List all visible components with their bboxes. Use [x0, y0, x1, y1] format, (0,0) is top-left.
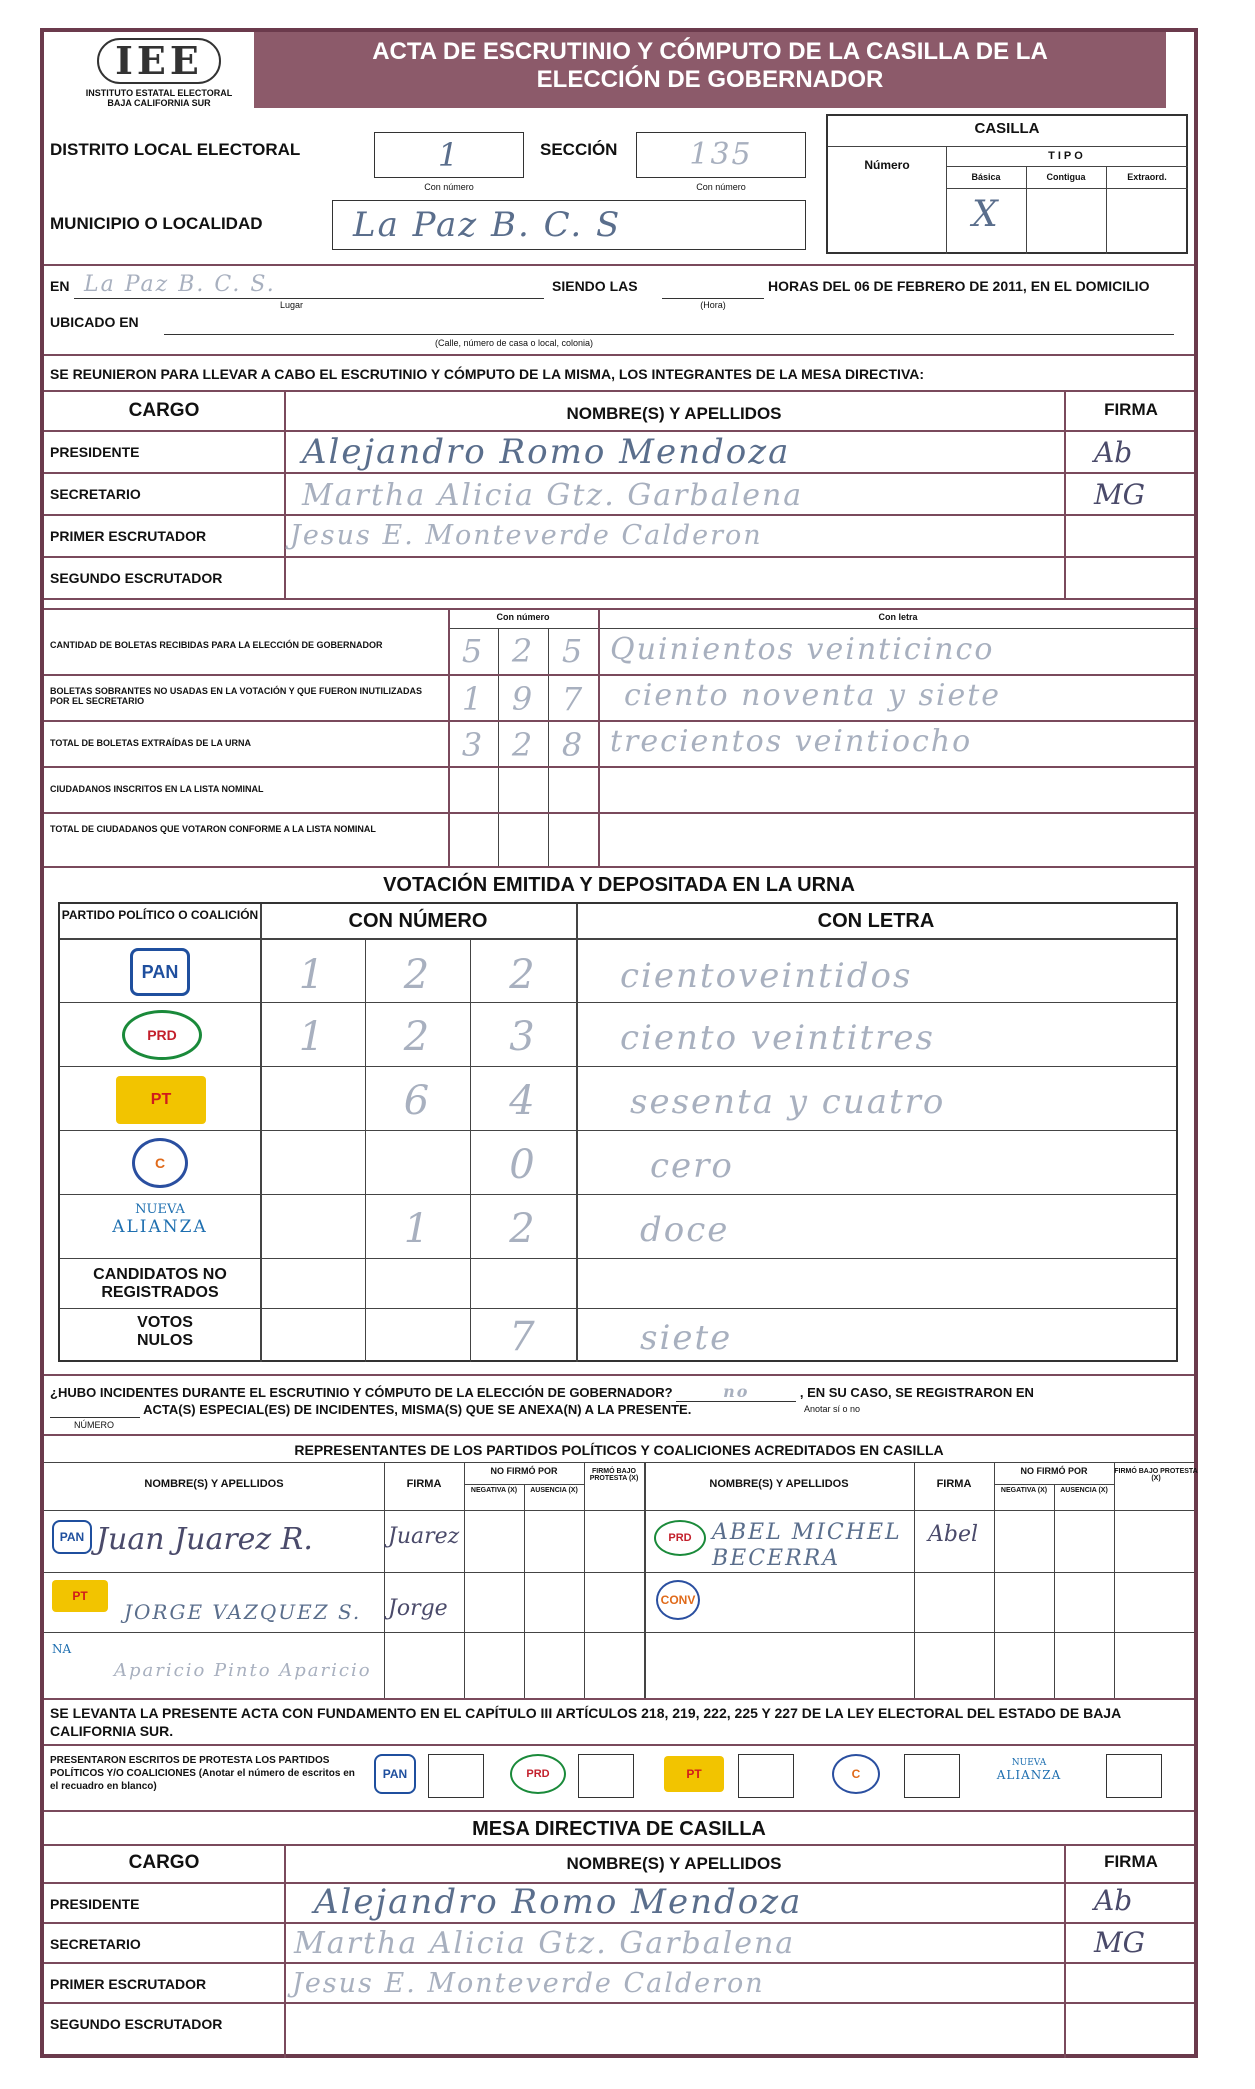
pt-logo-icon: PT	[52, 1580, 108, 1612]
na-line1: NUEVA	[1011, 1758, 1047, 1768]
extraord-label: Extraord.	[1127, 172, 1167, 182]
rep-ausencia-header: AUSENCIA (X)	[530, 1487, 578, 1494]
seccion-value: 135	[689, 137, 753, 172]
incidentes-numero-field[interactable]	[50, 1402, 140, 1418]
rep-firma[interactable]: Jorge	[388, 1596, 448, 1621]
rep-no-firmo-header: NO FIRMÓ POR	[490, 1466, 558, 1476]
rep-firma[interactable]: Abel	[928, 1522, 979, 1547]
mesa2-row-nombre[interactable]: Jesus E. Monteverde Calderon	[292, 1968, 765, 1999]
logo-sub2: BAJA CALIFORNIA SUR	[107, 98, 211, 108]
boletas-con-numero-header: Con número	[496, 612, 550, 622]
tipo-label: TIPO	[1048, 150, 1086, 162]
seccion-field[interactable]	[636, 132, 806, 178]
votos-digit[interactable]: 0	[509, 1142, 537, 1188]
boletas-digit[interactable]: 7	[561, 680, 585, 718]
candidatos-no-registrados-label: CANDIDATOS NO REGISTRADOS	[93, 1266, 227, 1301]
votos-digit[interactable]: 3	[509, 1014, 537, 1060]
casilla-box	[826, 114, 1188, 254]
nueva-alianza-logo-icon: NA	[52, 1642, 72, 1656]
incidentes-line2-text: ACTA(S) ESPECIAL(ES) DE INCIDENTES, MISMA(S) QUE SE ANEXA(N) A LA PRESENTE.	[143, 1402, 692, 1417]
seccion-label: SECCIÓN	[540, 140, 618, 159]
protesta-pan-box[interactable]	[428, 1754, 484, 1798]
votos-nulos-label: VOTOS NULOS	[137, 1314, 193, 1349]
pan-logo-icon: PAN	[374, 1754, 416, 1794]
hora-caption: (Hora)	[700, 300, 726, 310]
votacion-con-letra-header: CON LETRA	[817, 910, 935, 932]
mesa1-row-cargo: SEGUNDO ESCRUTADOR	[50, 570, 223, 586]
mesa2-row-cargo: SECRETARIO	[50, 1936, 141, 1952]
logo-sub1: INSTITUTO ESTATAL ELECTORAL	[85, 88, 233, 98]
municipio-field[interactable]	[332, 200, 806, 250]
boletas-digit[interactable]: 3	[461, 726, 485, 764]
numero-label: Número	[864, 158, 910, 172]
boletas-digit[interactable]: 1	[461, 680, 485, 718]
siendo-las-label: SIENDO LAS	[552, 278, 638, 294]
pt-logo-icon: PT	[664, 1756, 724, 1792]
votos-letra[interactable]: cientoveintidos	[620, 956, 913, 996]
boletas-letra[interactable]: Quinientos veinticinco	[610, 632, 995, 667]
calle-caption: (Calle, número de casa o local, colonia)	[434, 338, 594, 348]
rep-firma-header: FIRMA	[406, 1478, 442, 1490]
lugar-caption: Lugar	[280, 300, 304, 310]
incidentes-question: ¿HUBO INCIDENTES DURANTE EL ESCRUTINIO Y CÓMPUTO DE LA ELECCIÓN DE GOBERNADOR?	[50, 1385, 673, 1400]
nueva-alianza-logo-icon	[100, 1202, 220, 1237]
mesa1-firma-header: FIRMA	[1104, 400, 1158, 419]
reunieron-text: SE REUNIERON PARA LLEVAR A CABO EL ESCRUTINIO Y CÓMPUTO DE LA MISMA, LOS INTEGRANTES DE LA MESA DIRECTIVA:	[50, 366, 925, 382]
mesa2-firma-header: FIRMA	[1104, 1852, 1158, 1871]
votos-letra[interactable]: siete	[640, 1318, 733, 1358]
distrito-caption: Con número	[424, 182, 474, 192]
distrito-field[interactable]	[374, 132, 524, 178]
boletas-digit[interactable]: 8	[561, 726, 585, 764]
basica-mark[interactable]: X	[972, 194, 1000, 235]
contigua-label: Contigua	[1046, 172, 1086, 182]
boletas-letra[interactable]: trecientos veintiocho	[610, 724, 973, 759]
rep-negativa-header: NEGATIVA (X)	[470, 1487, 518, 1494]
municipio-value: La Paz B. C. S	[353, 205, 622, 245]
protesta-pt-box[interactable]	[738, 1754, 794, 1798]
mesa1-row-nombre[interactable]: Alejandro Romo Mendoza	[302, 432, 791, 472]
boletas-con-letra-header: Con letra	[878, 612, 918, 622]
boletas-row-label: CIUDADANOS INSCRITOS EN LA LISTA NOMINAL	[50, 784, 264, 794]
prd-logo-icon: PRD	[654, 1520, 706, 1556]
rep-firmo-bajo-header: FIRMÓ BAJO PROTESTA (X)	[1114, 1468, 1198, 1482]
rep-nombres-header: NOMBRE(S) Y APELLIDOS	[709, 1478, 849, 1490]
pan-logo-icon: PAN	[130, 948, 190, 996]
mesa2-nombres-header: NOMBRE(S) Y APELLIDOS	[566, 1854, 782, 1873]
incidentes-line1	[50, 1382, 1034, 1402]
distrito-value: 1	[437, 136, 461, 174]
boletas-row-label: BOLETAS SOBRANTES NO USADAS EN LA VOTACIÓN Y QUE FUERON INUTILIZADAS POR EL SECRETARIO	[50, 686, 423, 706]
mesa1-row-nombre[interactable]: Jesus E. Monteverde Calderon	[290, 520, 763, 551]
mesa2-row-cargo: PRESIDENTE	[50, 1896, 140, 1912]
rep-no-firmo-header: NO FIRMÓ POR	[1020, 1466, 1088, 1476]
mesa2-row-firma[interactable]: Ab	[1094, 1884, 1133, 1917]
votos-digit[interactable]: 1	[403, 1206, 432, 1252]
horas-text: HORAS DEL 06 DE FEBRERO DE 2011, EN EL DOMICILIO	[768, 278, 1150, 294]
rep-firma[interactable]: Juarez	[388, 1524, 460, 1549]
hora-field[interactable]	[662, 272, 764, 299]
boletas-row-label: TOTAL DE BOLETAS EXTRAÍDAS DE LA URNA	[50, 738, 252, 748]
na-line2: ALIANZA	[112, 1217, 208, 1237]
seccion-caption: Con número	[696, 182, 746, 192]
mesa2-row-cargo: SEGUNDO ESCRUTADOR	[50, 2016, 223, 2032]
title-line1: ACTA DE ESCRUTINIO Y CÓMPUTO DE LA CASILLA DE LA	[372, 38, 1048, 65]
votos-letra[interactable]: sesenta y cuatro	[630, 1082, 946, 1122]
mesa1-nombres-header: NOMBRE(S) Y APELLIDOS	[566, 404, 782, 423]
mesa2-row-nombre[interactable]: Alejandro Romo Mendoza	[314, 1882, 803, 1922]
mesa1-row-firma[interactable]: MG	[1094, 478, 1146, 511]
rep-firmo-bajo-header: FIRMÓ BAJO PROTESTA (X)	[589, 1468, 639, 1482]
mesa1-row-cargo: PRIMER ESCRUTADOR	[50, 528, 207, 544]
votos-digit[interactable]: 2	[509, 952, 537, 998]
incidentes-anotar-caption: Anotar sí o no	[804, 1404, 861, 1414]
votos-digit[interactable]: 1	[298, 1014, 327, 1060]
protesta-text: PRESENTARON ESCRITOS DE PROTESTA LOS PARTIDOS POLÍTICOS Y/O COALICIONES (Anotar el número de escritos en el recuadro en blanco)	[50, 1755, 355, 1792]
ubicado-field[interactable]	[164, 310, 1174, 335]
protesta-na-box[interactable]	[1106, 1754, 1162, 1798]
pt-logo-icon: PT	[116, 1076, 206, 1124]
boletas-row-label: TOTAL DE CIUDADANOS QUE VOTARON CONFORME A LA LISTA NOMINAL	[50, 824, 376, 834]
rep-firma-header: FIRMA	[936, 1478, 972, 1490]
na-line1: NUEVA	[135, 1202, 185, 1217]
convergencia-logo-icon: CONV	[656, 1580, 700, 1620]
municipio-label: MUNICIPIO O LOCALIDAD	[50, 214, 263, 233]
rep-ausencia-header: AUSENCIA (X)	[1060, 1487, 1108, 1494]
votos-letra[interactable]: cero	[650, 1146, 734, 1186]
votos-digit[interactable]: 2	[403, 1014, 432, 1060]
partido-header: PARTIDO POLÍTICO O COALICIÓN	[61, 908, 259, 922]
protesta-conv-box[interactable]	[904, 1754, 960, 1798]
mesa2-cargo-header: CARGO	[128, 1852, 200, 1873]
rep-nombre[interactable]: Juan Juarez R.	[96, 1522, 313, 1557]
mesa1-row-nombre[interactable]: Martha Alicia Gtz. Garbalena	[302, 478, 804, 513]
nueva-alianza-logo-icon	[984, 1758, 1074, 1782]
convergencia-logo-icon: C	[832, 1754, 880, 1794]
incidentes-line2	[50, 1402, 691, 1418]
representantes-title: REPRESENTANTES DE LOS PARTIDOS POLÍTICOS Y COALICIONES ACREDITADOS EN CASILLA	[294, 1442, 944, 1458]
iee-logo	[84, 38, 234, 108]
pan-logo-icon: PAN	[52, 1520, 92, 1554]
mesa2-title: MESA DIRECTIVA DE CASILLA	[472, 1818, 766, 1840]
votos-digit[interactable]: 7	[509, 1314, 537, 1360]
mesa2-row-firma[interactable]: MG	[1094, 1926, 1146, 1959]
rep-nombre[interactable]: JORGE VAZQUEZ S.	[124, 1600, 362, 1624]
votacion-title: VOTACIÓN EMITIDA Y DEPOSITADA EN LA URNA	[383, 874, 855, 896]
title-band	[254, 32, 1166, 108]
mesa2-row-cargo: PRIMER ESCRUTADOR	[50, 1976, 207, 1992]
votos-letra[interactable]: ciento veintitres	[620, 1018, 935, 1058]
en-label: EN	[50, 278, 70, 294]
boletas-digit[interactable]: 2	[511, 726, 535, 764]
votos-digit[interactable]: 2	[403, 952, 432, 998]
fundamento-text: SE LEVANTA LA PRESENTE ACTA CON FUNDAMENTO EN EL CAPÍTULO III ARTÍCULOS 218, 219, 222, 225 Y 227 DE LA LEY ELECTORAL DEL ESTADO DE BAJA CALIFORNIA SUR.	[50, 1705, 1121, 1739]
boletas-digit[interactable]: 5	[461, 632, 485, 670]
en-value: La Paz B. C. S.	[84, 272, 276, 297]
votacion-table	[58, 902, 1178, 1362]
mesa1-row-cargo: PRESIDENTE	[50, 444, 140, 460]
boletas-digit[interactable]: 9	[511, 680, 535, 718]
rep-negativa-header: NEGATIVA (X)	[1000, 1487, 1048, 1494]
votos-digit[interactable]: 1	[298, 952, 327, 998]
votacion-con-numero-header: CON NÚMERO	[348, 910, 488, 932]
mesa2-row-nombre[interactable]: Martha Alicia Gtz. Garbalena	[294, 1926, 796, 1961]
logo-text: IEE	[97, 38, 221, 84]
boletas-digit[interactable]: 2	[511, 632, 535, 670]
mesa1-cargo-header: CARGO	[128, 400, 200, 421]
boletas-letra[interactable]: ciento noventa y siete	[624, 678, 1002, 713]
rep-nombre[interactable]: Aparicio Pinto Aparicio	[114, 1660, 372, 1681]
protesta-prd-box[interactable]	[578, 1754, 634, 1798]
basica-label: Básica	[971, 172, 1001, 182]
mesa1-row-firma[interactable]: Ab	[1094, 436, 1133, 469]
title-line2: ELECCIÓN DE GOBERNADOR	[536, 66, 884, 93]
distrito-label: DISTRITO LOCAL ELECTORAL	[50, 140, 301, 159]
mesa1-row-cargo: SECRETARIO	[50, 486, 141, 502]
convergencia-logo-icon: C	[132, 1138, 188, 1188]
votos-letra[interactable]: doce	[640, 1210, 730, 1250]
en-field[interactable]	[74, 272, 544, 299]
boletas-digit[interactable]: 5	[561, 632, 585, 670]
votos-digit[interactable]: 4	[509, 1078, 537, 1124]
incidentes-numero-caption: NÚMERO	[74, 1420, 114, 1430]
votos-digit[interactable]: 6	[403, 1078, 432, 1124]
votos-digit[interactable]: 2	[509, 1206, 537, 1252]
rep-nombres-header: NOMBRE(S) Y APELLIDOS	[144, 1478, 284, 1490]
na-line2: ALIANZA	[996, 1768, 1062, 1782]
incidentes-answer[interactable]: no	[676, 1382, 796, 1402]
casilla-label: CASILLA	[974, 120, 1040, 137]
boletas-row-label: CANTIDAD DE BOLETAS RECIBIDAS PARA LA ELECCIÓN DE GOBERNADOR	[50, 640, 383, 650]
prd-logo-icon: PRD	[510, 1754, 566, 1794]
incidentes-line1-end: , EN SU CASO, SE REGISTRARON EN	[799, 1385, 1034, 1400]
acta-sheet	[40, 28, 1198, 2058]
ubicado-label: UBICADO EN	[50, 314, 139, 330]
rep-nombre[interactable]: ABEL MICHEL BECERRA	[712, 1520, 902, 1571]
prd-logo-icon: PRD	[122, 1010, 202, 1060]
